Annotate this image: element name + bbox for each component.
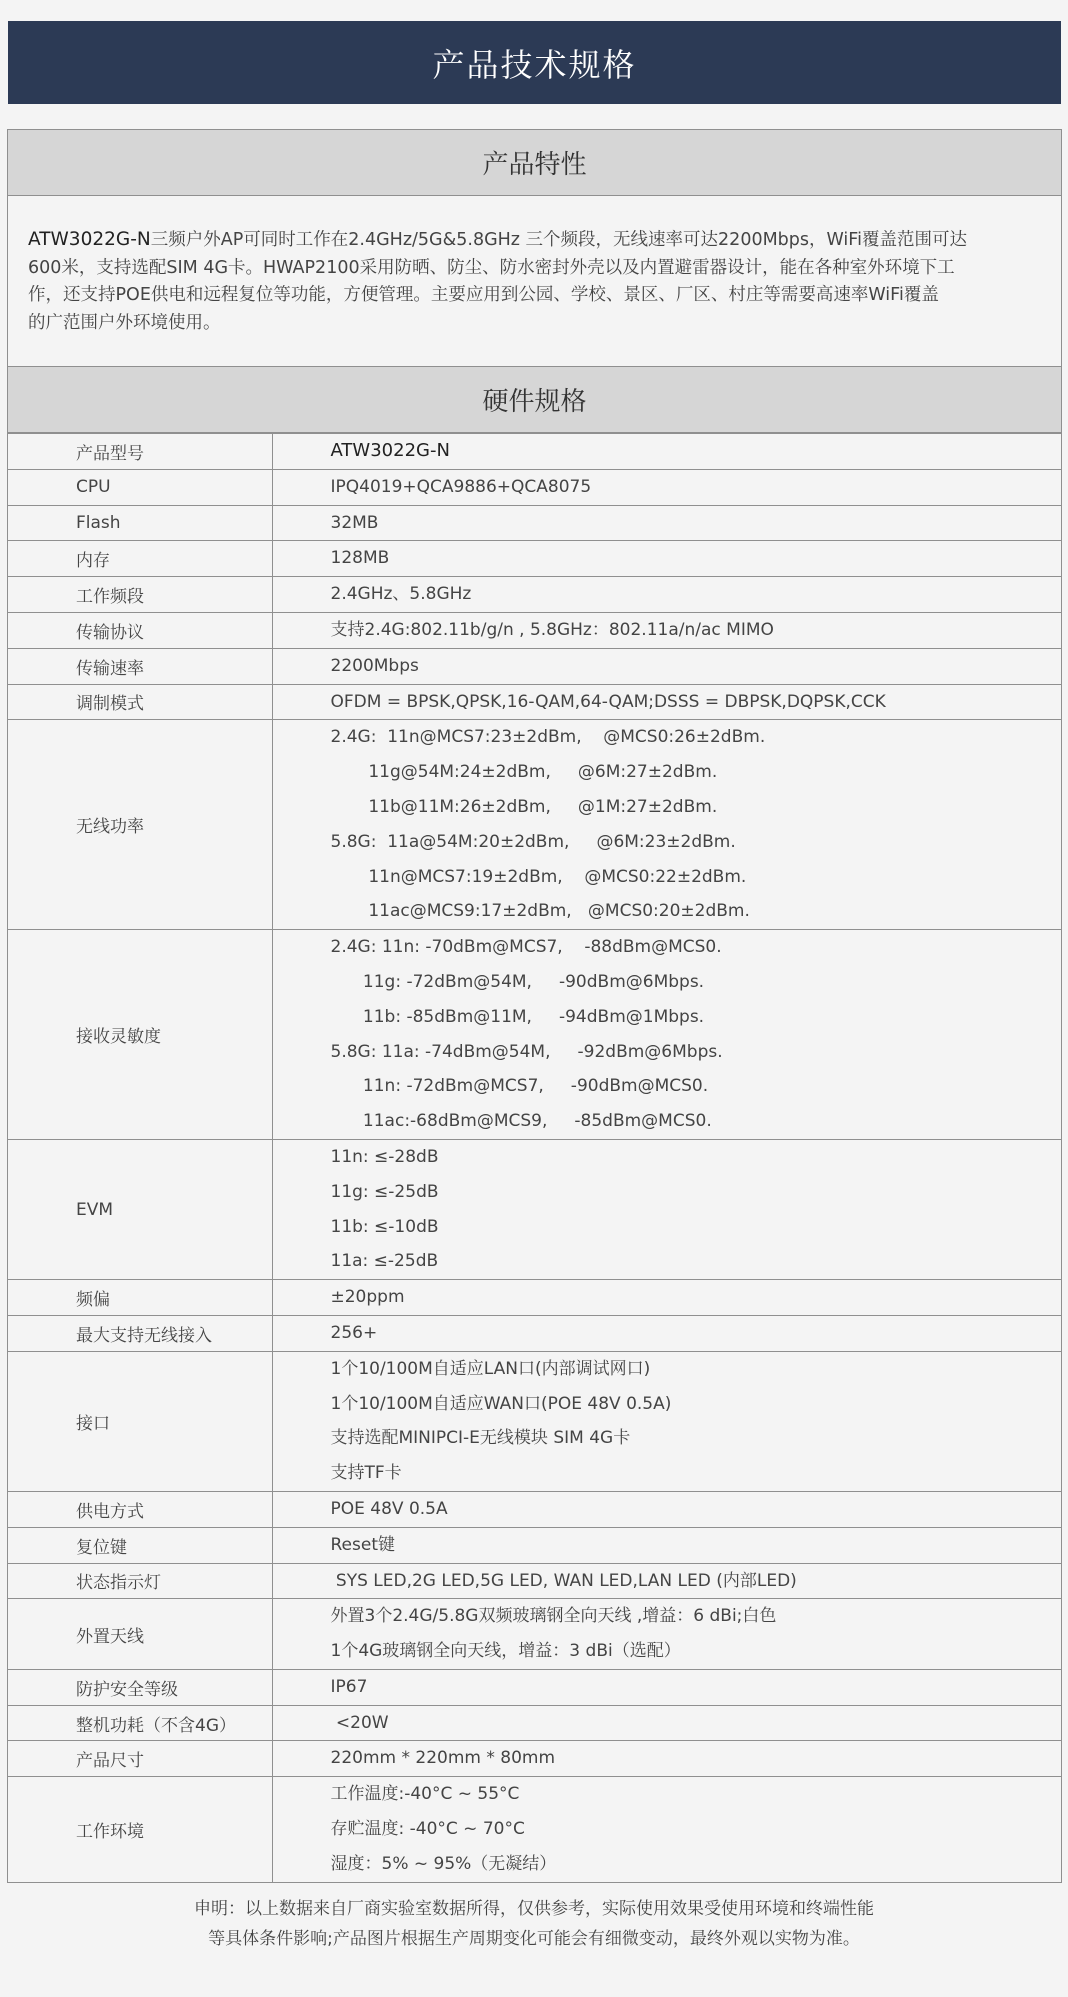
spec-key: 产品型号	[8, 434, 272, 470]
spec-row	[8, 1563, 1061, 1599]
spec-value	[272, 541, 1061, 577]
spec-value-line: ATW3022G-N	[330, 440, 450, 461]
spec-value-line: 湿度：5% ~ 95%（无凝结）	[330, 1853, 557, 1874]
spec-row	[8, 1669, 1061, 1705]
page-title: 产品技术规格	[8, 21, 1061, 104]
spec-value	[272, 1351, 1061, 1491]
spec-row	[8, 577, 1061, 613]
spec-key: 频偏	[8, 1280, 272, 1316]
spec-row	[8, 930, 1061, 1140]
spec-row	[8, 1280, 1061, 1316]
spec-row	[8, 434, 1061, 470]
spec-value-line: Reset键	[330, 1534, 395, 1555]
spec-value-line: ±20ppm	[330, 1287, 405, 1308]
intro-line: 作，还支持POE供电和远程复位等功能，方便管理。主要应用到公园、学校、景区、厂区、村庄等需要高速率WiFi覆盖	[28, 285, 939, 305]
spec-key: 传输速率	[8, 648, 272, 684]
spec-row	[8, 612, 1061, 648]
intro-model: ATW3022G-N	[28, 229, 151, 250]
spec-value	[272, 720, 1061, 930]
spec-value-line: 11g@54M:24±2dBm, @6M:27±2dBm.	[330, 762, 718, 783]
spec-row	[8, 1527, 1061, 1563]
intro-text: 三频户外AP可同时工作在2.4GHz/5G&5.8GHz 三个频段，无线速率可达2200Mbps，WiFi覆盖范围可达	[150, 230, 967, 250]
spec-value-line: <20W	[330, 1712, 389, 1733]
spec-value-line: 11n@MCS7:19±2dBm, @MCS0:22±2dBm.	[330, 866, 747, 887]
spec-value-line: 11g: ≤-25dB	[330, 1181, 439, 1202]
intro-line: 600米，支持选配SIM 4G卡。HWAP2100采用防晒、防尘、防水密封外壳以及内置避雷器设计，能在各种室外环境下工	[28, 257, 955, 278]
spec-value	[272, 1563, 1061, 1599]
spec-row	[8, 684, 1061, 720]
spec-value-line: OFDM = BPSK,QPSK,16-QAM,64-QAM;DSSS = DBPSK,DQPSK,CCK	[330, 691, 886, 712]
spec-value-line: 支持TF卡	[330, 1463, 402, 1484]
spec-key: 产品尺寸	[8, 1741, 272, 1777]
spec-value	[272, 1527, 1061, 1563]
spec-value	[272, 469, 1061, 505]
spec-key: 防护安全等级	[8, 1669, 272, 1705]
spec-value-line: 11ac:-68dBm@MCS9, -85dBm@MCS0.	[330, 1111, 712, 1132]
spec-row	[8, 541, 1061, 577]
spec-value-line: 支持选配MINIPCI-E无线模块 SIM 4G卡	[330, 1428, 631, 1449]
spec-value	[272, 434, 1061, 470]
spec-key: 工作频段	[8, 577, 272, 613]
spec-row	[8, 1777, 1061, 1882]
spec-value-line: 11n: -72dBm@MCS7, -90dBm@MCS0.	[330, 1076, 709, 1097]
spec-value-line: 1个10/100M自适应WAN口(POE 48V 0.5A)	[330, 1393, 672, 1414]
spec-key: 复位键	[8, 1527, 272, 1563]
spec-value	[272, 1705, 1061, 1741]
spec-key: 无线功率	[8, 720, 272, 930]
spec-value-line: POE 48V 0.5A	[330, 1498, 448, 1519]
spec-key: 调制模式	[8, 684, 272, 720]
spec-key: 最大支持无线接入	[8, 1315, 272, 1351]
spec-value-line: 1个10/100M自适应LAN口(内部调试网口)	[330, 1358, 651, 1379]
spec-value-line: 5.8G: 11a@54M:20±2dBm, @6M:23±2dBm.	[330, 831, 736, 852]
disclaimer-line: 等具体条件影响;产品图片根据生产周期变化可能会有细微变动，最终外观以实物为准。	[208, 1929, 860, 1949]
spec-value	[272, 1741, 1061, 1777]
spec-value-line: IPQ4019+QCA9886+QCA8075	[330, 476, 592, 497]
spec-row	[8, 1599, 1061, 1670]
spec-value-line: 存贮温度: -40°C ~ 70°C	[330, 1819, 525, 1840]
spec-row	[8, 1741, 1061, 1777]
spec-key: 状态指示灯	[8, 1563, 272, 1599]
spec-value-line: 5.8G: 11a: -74dBm@54M, -92dBm@6Mbps.	[330, 1041, 723, 1062]
spec-value	[272, 1669, 1061, 1705]
spec-value	[272, 1491, 1061, 1527]
spec-value-line: SYS LED,2G LED,5G LED, WAN LED,LAN LED (内部LED)	[330, 1570, 797, 1591]
spec-value	[272, 1280, 1061, 1316]
spec-key: 内存	[8, 541, 272, 577]
spec-table	[8, 433, 1061, 1882]
spec-value-line: 2.4G: 11n: -70dBm@MCS7, -88dBm@MCS0.	[330, 937, 722, 958]
spec-value	[272, 612, 1061, 648]
spec-value-line: 256+	[330, 1322, 378, 1343]
intro-line: 的广范围户外环境使用。	[28, 312, 221, 333]
spec-value-line: 11n: ≤-28dB	[330, 1146, 439, 1167]
spec-value-line: 2.4G: 11n@MCS7:23±2dBm, @MCS0:26±2dBm.	[330, 727, 766, 748]
spec-value-line: 32MB	[330, 512, 379, 533]
hardware-title: 硬件规格	[8, 366, 1061, 433]
spec-value	[272, 1777, 1061, 1882]
spec-value-line: 128MB	[330, 548, 390, 569]
spec-value	[272, 505, 1061, 541]
spec-key: 传输协议	[8, 612, 272, 648]
spec-key: 整机功耗（不含4G）	[8, 1705, 272, 1741]
spec-row	[8, 1351, 1061, 1491]
spec-value	[272, 930, 1061, 1140]
spec-value-line: 支持2.4G:802.11b/g/n , 5.8GHz：802.11a/n/ac MIMO	[330, 619, 774, 640]
spec-row	[8, 720, 1061, 930]
spec-value	[272, 1315, 1061, 1351]
spec-key: 工作环境	[8, 1777, 272, 1882]
spec-value-line: 工作温度:-40°C ~ 55°C	[330, 1784, 520, 1805]
spec-key: CPU	[8, 469, 272, 505]
spec-row	[8, 1139, 1061, 1279]
spec-row	[8, 469, 1061, 505]
spec-value-line: 11b: ≤-10dB	[330, 1216, 439, 1237]
spec-value-line: 11ac@MCS9:17±2dBm, @MCS0:20±2dBm.	[330, 901, 750, 922]
disclaimer-line: 申明：以上数据来自厂商实验室数据所得，仅供参考，实际使用效果受使用环境和终端性能	[194, 1899, 874, 1919]
spec-value	[272, 648, 1061, 684]
spec-value	[272, 577, 1061, 613]
spec-value-line: IP67	[330, 1676, 368, 1697]
spec-key: 接口	[8, 1351, 272, 1491]
features-title: 产品特性	[8, 130, 1061, 196]
spec-key: EVM	[8, 1139, 272, 1279]
disclaimer	[0, 1894, 1068, 1954]
spec-value-line: 外置3个2.4G/5.8G双频玻璃钢全向天线 ,增益：6 dBi;白色	[330, 1606, 777, 1627]
spec-value-line: 11b@11M:26±2dBm, @1M:27±2dBm.	[330, 796, 718, 817]
spec-value-line: 2.4GHz、5.8GHz	[330, 584, 472, 605]
spec-value-line: 11b: -85dBm@11M, -94dBm@1Mbps.	[330, 1006, 705, 1027]
spec-value	[272, 684, 1061, 720]
spec-key: 接收灵敏度	[8, 930, 272, 1140]
spec-row	[8, 648, 1061, 684]
spec-row	[8, 505, 1061, 541]
spec-key: 外置天线	[8, 1599, 272, 1670]
spec-value	[272, 1139, 1061, 1279]
spec-value-line: 11g: -72dBm@54M, -90dBm@6Mbps.	[330, 971, 705, 992]
spec-key: Flash	[8, 505, 272, 541]
spec-value-line: 1个4G玻璃钢全向天线，增益：3 dBi（选配）	[330, 1641, 681, 1662]
spec-value-line: 2200Mbps	[330, 655, 419, 676]
spec-row	[8, 1705, 1061, 1741]
features-intro	[8, 196, 1061, 366]
spec-box	[7, 129, 1062, 1883]
spec-row	[8, 1315, 1061, 1351]
spec-row	[8, 1491, 1061, 1527]
intro-line	[28, 226, 1037, 255]
spec-key: 供电方式	[8, 1491, 272, 1527]
spec-value	[272, 1599, 1061, 1670]
spec-value-line: 11a: ≤-25dB	[330, 1251, 439, 1272]
spec-value-line: 220mm * 220mm * 80mm	[330, 1748, 556, 1769]
